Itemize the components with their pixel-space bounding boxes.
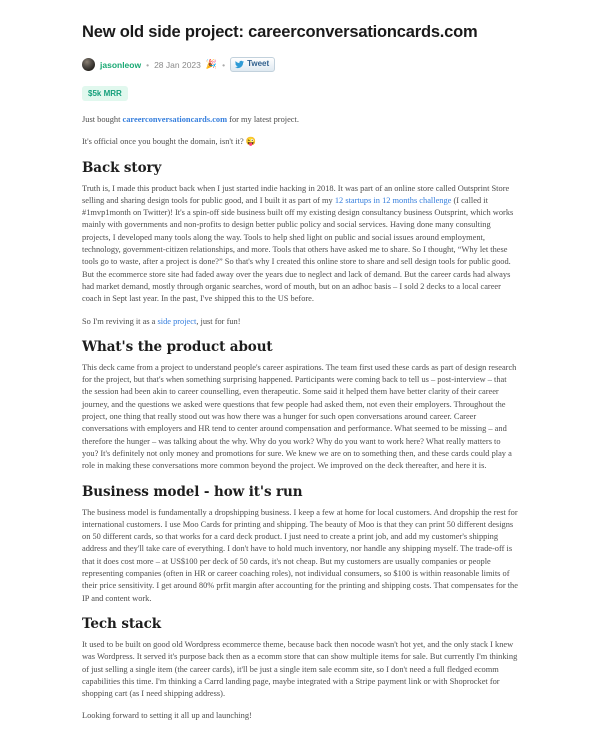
careerconversationcards-link[interactable]: careerconversationcards.com [122,115,228,124]
article-body [82,114,518,723]
product-paragraph: This deck came from a project to understand people's career aspirations. The team first used these cards as part of design research for the project, but that's when something surprising happened. Participants were coming back to tell us – post-interview – that the session had been akin to career counselling, even therapeutic. Some said it helped them have better clarity of their career journey, and the questions we asked were questions that few people had asked them, not even their employers. Throughout the project, one thing that really stood out was how there was a hunger for such open conversations around career. Career conversations with employers and HR tend to center around compensation and performance. What seemed to be missing – and therefore the hunger – was talking about the why. Why do you work? Why do you want to work here? What really matters to you? It's definitely not only money and promotions for sure. We knew we are on to something then, and these cards could play a role in making these conversations more common beyond the project. We improved on the deck thereafter, and here it is. [82,362,517,471]
byline [82,57,518,72]
tweet-button[interactable] [230,57,275,72]
text-run: for my latest project. [227,115,299,124]
intro-paragraph-1 [82,114,518,126]
byline-separator: • [222,59,226,70]
heading-tech-stack: Tech stack [82,615,161,632]
text-run: Just bought [82,115,123,124]
author-avatar[interactable] [82,58,95,71]
closing-paragraph: Looking forward to setting it all up and launching! [82,711,252,721]
text-run: Truth is, I made this product back when I just started indie hacking in 2018. It was part of an online store called Outsprint Store selling and sharing design tools for public good, and I built it as part of my [82,183,510,205]
tweet-button-label: Tweet [247,59,270,68]
heading-business-model: Business model - how it's run [82,483,303,500]
back-story-paragraph [82,183,518,306]
side-project-link[interactable]: side project [157,316,197,326]
heading-product-about: What's the product about [82,338,273,355]
article-container [82,0,518,723]
reviving-paragraph [82,316,518,328]
post-date: 28 Jan 2023 [154,59,201,70]
author-link[interactable]: jasonleow [100,59,142,70]
twelve-startups-link[interactable]: 12 startups in 12 months challenge [334,195,452,205]
page-title: New old side project: careerconversationcards.com [82,23,478,41]
byline-separator: • [146,59,150,70]
text-run: , just for fun! [196,316,241,326]
text-run: So I'm reviving it as a [82,316,158,326]
tech-stack-paragraph: It used to be built on good old Wordpress ecommerce theme, because back then nocode wasn't hot yet, and the only stack I knew was Wordpress. It served it's purpose back then as a ecomm store that can show multiple items for sale. But currently I'm thinking of just selling a single item (the career cards), it'll be just a single item sale ecomm site, so I don't need a full fledged ecomm capabilities this time. I'm thinking a Carrd landing page, maybe integrated with a Stripe payment link or with Shoprocket for shopping cart (as I need shipping address). [82,639,518,699]
party-popper-emoji: 🎉 [205,59,218,69]
mrr-badge: $5k MRR [82,86,128,101]
text-run: (I called it #1mvp1month on Twitter)! It's a spin-off side business built off my existing design consultancy business Outsprint, which works mainly with governments and non-profits to design better public policy and social services. Having done many consulting projects, I developed many tools along the way. Tools to help shed light on public and social issues around employment, technology, government-citizen relationships, and more. Tools that others have asked me to share. So I thought, “Why let these tools go to waste, after a project is done?” So that's why I created this online store to share and sell design tools for public good. But the ecommerce store site had faded away over the years due to neglect and lack of demand. But the career cards had always had market demand, mostly through organic searches, word of mouth, but on an adhoc basis – I sold 2 decks to a local career coach in Sept last year. In the past, I've shipped this to the US before. [82,195,514,304]
business-model-paragraph: The business model is fundamentally a dropshipping business. I keep a few at home for local customers. And dropship the rest for international customers. I use Moo Cards for printing and shipping. The beauty of Moo is that they can print 50 different designs on 50 different cards, so that works for a card deck product. I just need to create a print job, and add my customer's shipping address and they'll take care of everything. I don't have to hold much inventory, nor handle any shipping myself. The trade-off is that it does cost more – at US$100 per deck of 50 cards, it's not cheap. But my customers are usually companies or people representing companies (often in HR or career coaching roles), not individual consumers, so $100 is within reasonable limits of their price sensitivity. I get around 80% prfit margin after accounting for the printing and shipping costs. That compensates for the IP and content work. [82,507,518,603]
intro-paragraph-2: It's official once you bought the domain, isn't it? 😜 [82,137,257,147]
heading-back-story: Back story [82,159,162,176]
twitter-bird-icon [235,60,244,69]
